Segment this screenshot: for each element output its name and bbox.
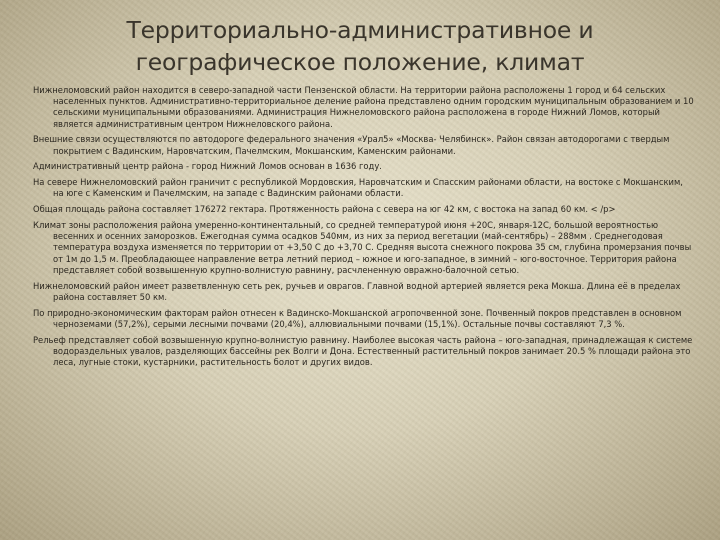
paragraph-relief: Рельеф представляет собой возвышенную крупно-волнистую равнину. Наиболее высокая часть района – юго-западная, принадлежащая к системе водораздельных увалов, разделяющих бассейны рек Волги и Дона. Естественный растительный покров занимает 20.5 % площади района это леса, лугные стоки, кустарники, растительность болот и других видов. xyxy=(33,334,693,368)
paragraph-location: Нижнеломовский район находится в северо-западной части Пензенской области. На территории района расположены 1 город и 64 сельских населенных пунктов. Административно-территориальное деление района представлено одним городским муниципальным образованием и 10 сельскими муниципальными образованиями. Администрация Нижнеломовского района расположена в городе Нижний Ломов, который является административным центром Нижнеловского района. xyxy=(33,85,694,129)
slide-body xyxy=(33,85,695,373)
paragraph-rivers: Нижнеломовский район имеет разветвленную сеть рек, ручьев и оврагов. Главной водной артерией является река Мокша. Длина её в пределах района составляет 50 км. xyxy=(33,280,681,302)
slide-title-line-2: географическое положение, климат xyxy=(135,48,585,76)
slide-title xyxy=(40,14,680,78)
slide-title-line-1: Территориально-административное и xyxy=(126,16,594,44)
paragraph-borders: На севере Нижнеломовский район граничит с республикой Мордовския, Наровчатским и Спасским районами области, на востоке с Мокшанским, на юге с Каменским и Пачелмским, на западе с Вадинским районами области. xyxy=(33,177,683,199)
paragraph-area: Общая площадь района составляет 176272 гектара. Протяженность района с севера на юг 42 км, с востока на запад 60 км. < /p> xyxy=(33,204,616,215)
paragraph-transport: Внешние связи осуществляются по автодороге федерального значения «Урал5» «Москва- Челябинск». Район связан автодорогами с твердым покрытием с Вадинским, Наровчатским, Пачелмским, Мокшанским, Каменским районами. xyxy=(33,134,670,156)
paragraph-climate: Климат зоны расположения района умеренно-континентальный, со средней температурой июня +20С, января-12С, большой вероятностью весенних и осенних заморозков. Ежегодная сумма осадков 540мм, из них за период вегетации (май-сентябрь) – 288мм . Среднегодовая температура воздуха изменяется по территории от +3,50 С до +3,70 С. Средняя высота снежного покрова 35 см, глубина промерзания почвы от 1м до 1,5 м. Преобладающее направление ветра летний период – южное и юго-западное, в зимний – юго-восточное. Территория района представляет собой возвышенную крупно-волнистую равнину, расчлененную овражно-балочной сетью. xyxy=(33,220,692,275)
paragraph-soils: По природно-экономическим факторам район отнесен к Вадинско-Мокшанской агропочвенной зоне. Почвенный покров представлен в основном черноземами (57,2%), серыми лесными почвами (20,4%), аллювиальными почвами (15,1%). Остальные почвы составляют 7,3 %. xyxy=(33,307,682,329)
paragraph-admin-center: Административный центр района - город Нижний Ломов основан в 1636 году. xyxy=(33,161,382,172)
